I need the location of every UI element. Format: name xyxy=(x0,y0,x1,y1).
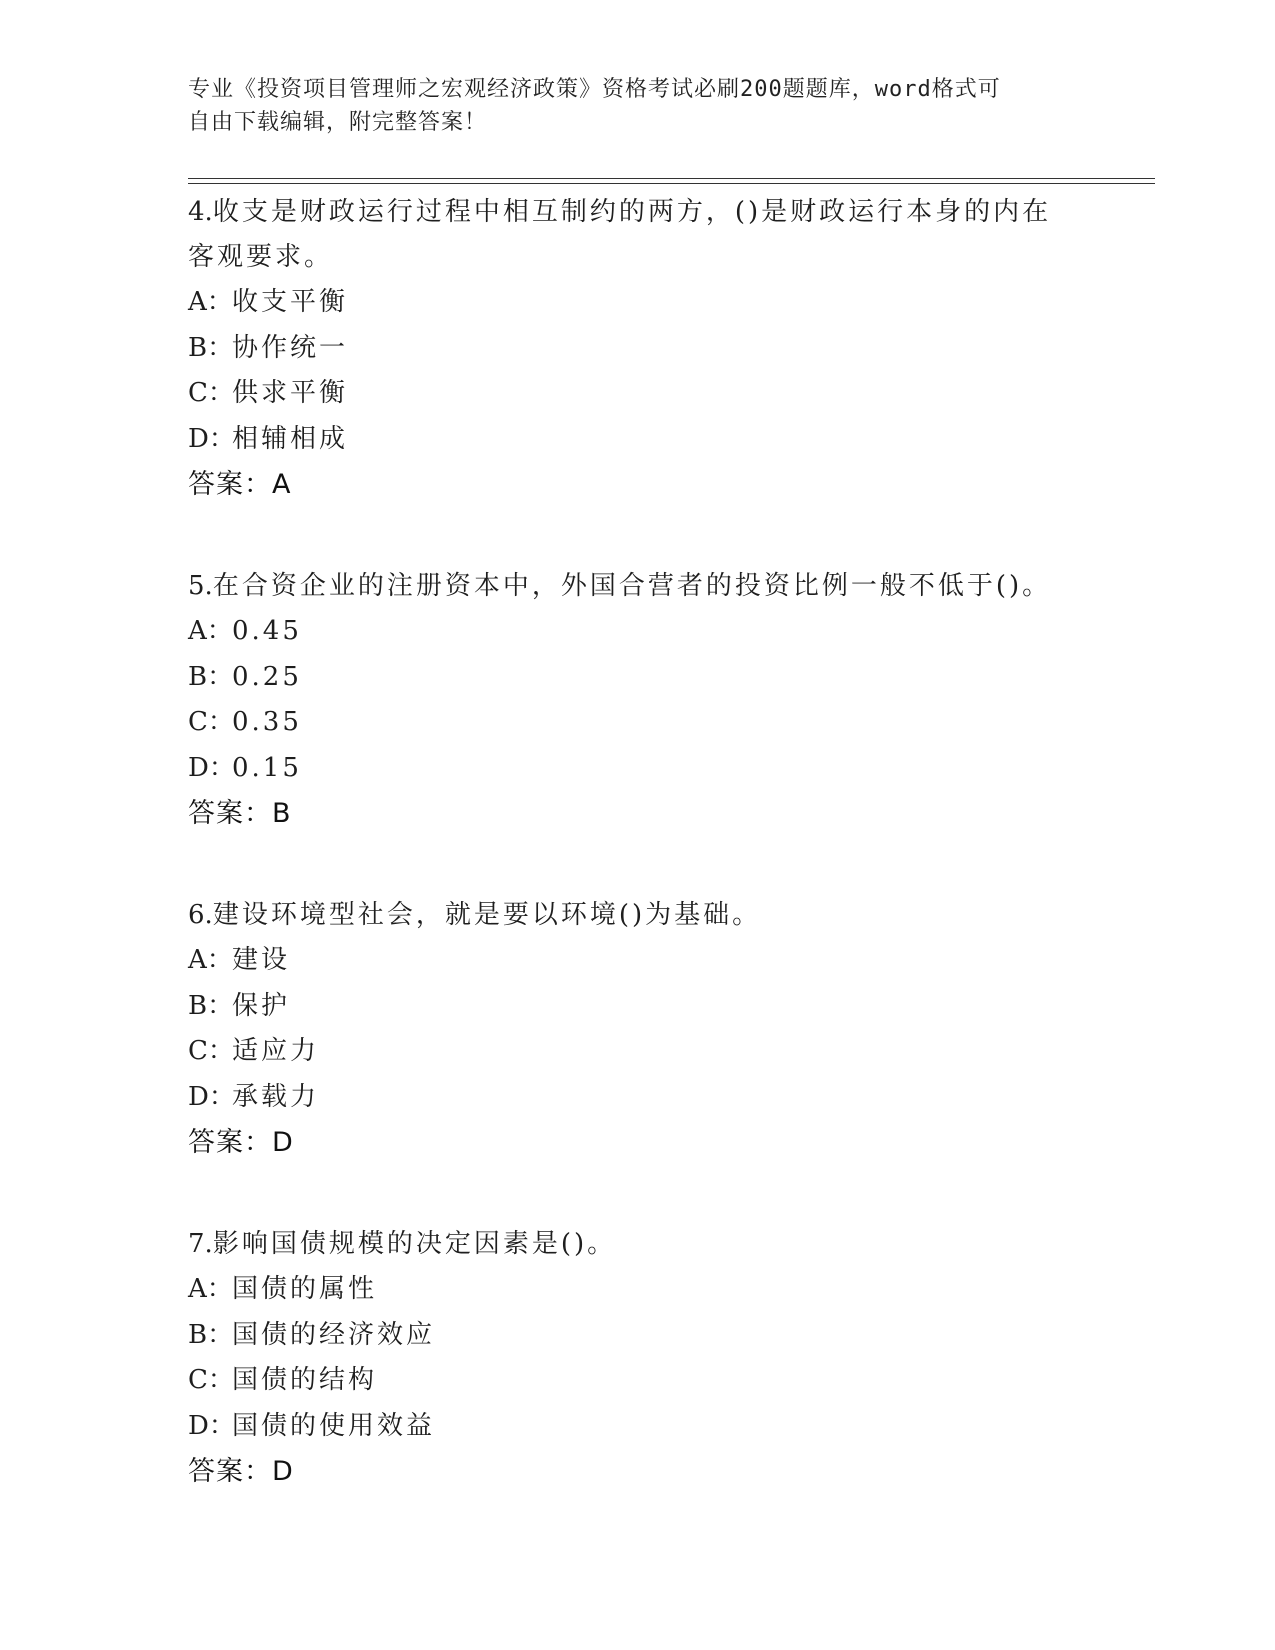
option-text: 承载力 xyxy=(232,1081,320,1112)
question-number: 4. xyxy=(188,197,213,227)
header-divider-top xyxy=(188,178,1155,179)
option-text: 建设 xyxy=(232,945,291,975)
option-letter: C： xyxy=(188,1365,234,1395)
option-text: 收支平衡 xyxy=(232,287,349,317)
option-letter: C： xyxy=(188,1036,234,1066)
option-text: 供求平衡 xyxy=(232,378,349,408)
answer-line: 答案：D xyxy=(188,1456,294,1487)
question-number: 6. xyxy=(188,900,213,930)
option-d xyxy=(188,1075,1068,1121)
option-text: 相辅相成 xyxy=(232,423,349,454)
question-number: 5. xyxy=(188,571,213,601)
header-line-1: 专业《投资项目管理师之宏观经济政策》资格考试必刷200题题库，word格式可 xyxy=(188,77,1001,102)
option-d xyxy=(188,746,1068,792)
option-a xyxy=(188,938,1068,984)
answer-line: 答案：D xyxy=(188,1127,294,1158)
document-header xyxy=(188,73,1088,139)
option-c xyxy=(188,371,1068,417)
option-letter: D： xyxy=(188,752,235,783)
option-c xyxy=(188,700,1068,746)
question-list xyxy=(188,190,1068,1551)
option-b xyxy=(188,655,1068,701)
option-letter: C： xyxy=(188,707,234,737)
option-text: 国债的使用效益 xyxy=(232,1410,436,1441)
question-6 xyxy=(188,893,1068,1166)
question-7 xyxy=(188,1222,1068,1495)
question-text xyxy=(188,190,1068,280)
option-letter: C： xyxy=(188,378,234,408)
option-text: 0.25 xyxy=(232,661,302,692)
question-text xyxy=(188,893,1068,938)
option-c xyxy=(188,1358,1068,1404)
answer-line: 答案：B xyxy=(188,798,292,829)
option-letter: D： xyxy=(188,1081,235,1112)
option-letter: D： xyxy=(188,1410,235,1441)
question-stem: 影响国债规模的决定因素是()。 xyxy=(212,1229,617,1259)
answer-line: 答案：A xyxy=(188,469,292,500)
question-stem: 建设环境型社会，就是要以环境()为基础。 xyxy=(212,900,762,930)
option-text: 协作统一 xyxy=(232,332,349,363)
option-text: 0.15 xyxy=(232,752,302,783)
option-letter: B： xyxy=(188,1319,234,1350)
option-letter: A： xyxy=(188,1274,233,1304)
question-number: 7. xyxy=(188,1229,213,1259)
option-d xyxy=(188,1404,1068,1450)
option-text: 国债的经济效应 xyxy=(232,1319,436,1350)
question-stem: 收支是财政运行过程中相互制约的两方，()是财政运行本身的内在客观要求。 xyxy=(188,197,1052,272)
option-b xyxy=(188,984,1068,1030)
option-letter: B： xyxy=(188,990,234,1021)
option-text: 国债的结构 xyxy=(232,1365,378,1395)
option-letter: A： xyxy=(188,945,233,975)
option-d xyxy=(188,417,1068,463)
option-a xyxy=(188,280,1068,326)
option-b xyxy=(188,326,1068,372)
option-letter: A： xyxy=(188,616,233,646)
option-text: 适应力 xyxy=(232,1036,320,1066)
question-text xyxy=(188,564,1068,609)
option-letter: A： xyxy=(188,287,233,317)
option-text: 保护 xyxy=(232,990,291,1021)
header-divider-bottom xyxy=(188,183,1155,184)
option-text: 国债的属性 xyxy=(232,1274,378,1304)
question-4 xyxy=(188,190,1068,508)
question-5 xyxy=(188,564,1068,837)
option-b xyxy=(188,1313,1068,1359)
header-line-2: 自由下载编辑，附完整答案！ xyxy=(188,110,488,135)
option-letter: D： xyxy=(188,423,235,454)
option-text: 0.35 xyxy=(232,707,302,737)
option-a xyxy=(188,1267,1068,1313)
question-text xyxy=(188,1222,1068,1267)
option-a xyxy=(188,609,1068,655)
option-letter: B： xyxy=(188,661,234,692)
option-c xyxy=(188,1029,1068,1075)
option-text: 0.45 xyxy=(232,616,302,646)
question-stem: 在合资企业的注册资本中，外国合营者的投资比例一般不低于()。 xyxy=(212,571,1052,601)
option-letter: B： xyxy=(188,332,234,363)
